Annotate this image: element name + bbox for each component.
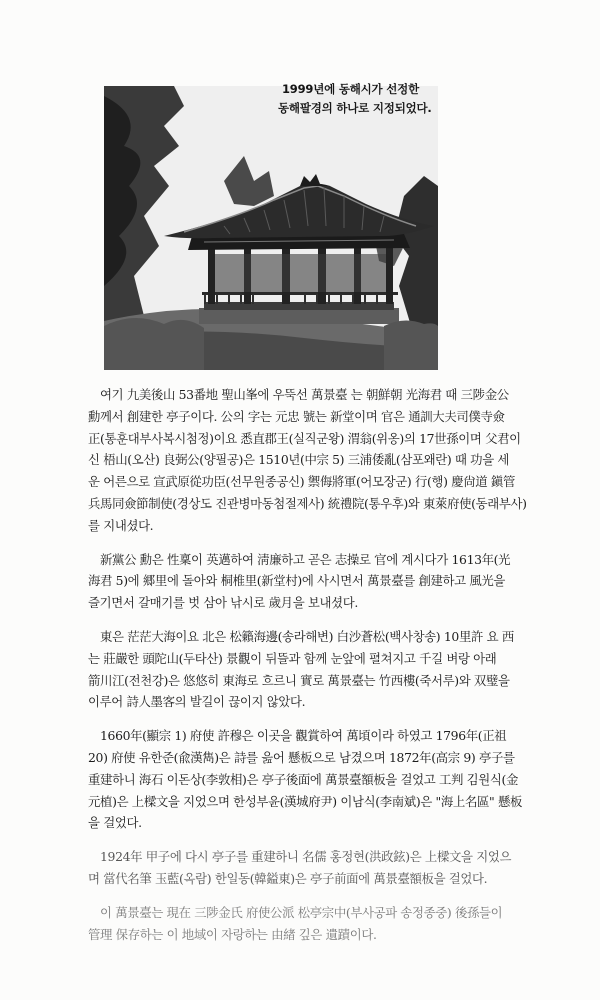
text-line: 正(통훈대부사복시첨정)이요 悉直郡王(실직군왕) 渭翁(위옹)의 17世孫이며 父君이	[88, 430, 521, 446]
text-line: 이 萬景臺는 現在 三陟金氏 府使公派 松亭宗中(부사공파 송정종중) 後孫들이	[100, 904, 503, 920]
paragraph-scenery	[88, 626, 514, 713]
text-line: 는 莊嚴한 頭陀山(두타산) 景觀이 뒤뜰과 함께 눈앞에 펼쳐지고 千길 벼랑 아래	[88, 650, 497, 666]
text-line: 海君 5)에 郷里에 돌아와 桐椎里(新堂村)에 사시면서 萬景臺를 創建하고 風光을	[88, 573, 506, 589]
text-line: 箭川江(전천강)은 悠悠히 東海로 흐르니 實로 萬景臺는 竹西樓(죽서루)와 双璧을	[88, 672, 510, 688]
paragraph-reconstruction-1660	[88, 725, 523, 834]
pavilion-photo	[104, 86, 438, 370]
text-line: 兵馬同僉節制使(경상도 진관병마동첨절제사) 統禮院(통우후)와 東萊府使(동래부사)	[88, 495, 527, 511]
text-line: 즐기면서 갈매기를 벗 삼아 낚시로 歲月을 보내셨다.	[88, 595, 358, 611]
text-line: 勳께서 創建한 亭子이다. 公의 字는 元忠 號는 新堂이며 官은 通訓大夫司僕寺僉	[88, 408, 505, 424]
text-line: 管理 保存하는 이 地域이 자랑하는 由緖 깊은 遺蹟이다.	[88, 926, 377, 942]
body-text	[88, 384, 527, 957]
text-line: 며 當代名筆 玉藍(옥람) 한일동(韓鎰東)은 亭子前面에 萬景臺額板을 걸었다.	[88, 870, 488, 886]
text-line: 新黨公 勳은 性稟이 英邁하여 淸廉하고 곧은 志操로 官에 계시다가 1613年(光	[100, 551, 511, 567]
text-line: 여기 九美後山 53番地 聖山峯에 우뚝선 萬景臺 는 朝鮮朝 光海君 때 三陟金公	[100, 387, 509, 402]
text-line: 을 걸었다.	[88, 815, 142, 831]
text-line: 東은 茫茫大海이요 北은 松籟海邊(송라해변) 白沙蒼松(백사창송) 10里許 요 西	[100, 628, 514, 644]
text-line: 20) 府使 유한준(兪漢雋)은 詩를 읊어 懸板으로 남겼으며 1872年(高宗 9) 亭子를	[88, 749, 515, 765]
text-line: 1924年 甲子에 다시 亭子를 重建하니 名儒 홍정현(洪政鉉)은 上樑文을 지었으	[100, 849, 512, 865]
text-line: 元植)은 上樑文을 지었으며 한성부윤(漢城府尹) 이남식(李南斌)은 "海上名區" 懸板	[88, 793, 523, 809]
text-line: 를 지내셨다.	[88, 517, 154, 533]
paragraph-history-founder	[88, 384, 527, 537]
caption-line-2: 동해팔경의 하나로 지정되었다.	[278, 101, 432, 115]
paragraph-reconstruction-1924	[88, 846, 512, 890]
text-line: 운 어른으로 宣武原從功臣(선무원종공신) 禦侮將軍(어모장군) 行(행) 慶尙道 鎭管	[88, 474, 515, 490]
text-line: 신 梧山(오산) 良弼公(양필공)은 1510년(中宗 5) 三浦倭亂(삼포왜란) 때 功을 세	[88, 452, 510, 468]
caption-line-1: 1999년에 동해시가 선정한	[282, 82, 419, 96]
pavilion-photo-graphic	[104, 86, 438, 370]
text-line: 重建하니 海石 이돈상(李敦相)은 亭子後面에 萬景臺額板을 걸었고 工判 김원식(金	[88, 771, 519, 787]
paragraph-founding	[88, 549, 511, 614]
photo-caption	[278, 80, 502, 118]
text-line: 이루어 詩人墨客의 발길이 끊이지 않았다.	[88, 694, 306, 710]
text-line: 1660年(顯宗 1) 府使 許穆은 이곳을 觀賞하여 萬頃이라 하였고 1796年(正祖	[100, 728, 507, 744]
paragraph-management	[88, 902, 508, 946]
